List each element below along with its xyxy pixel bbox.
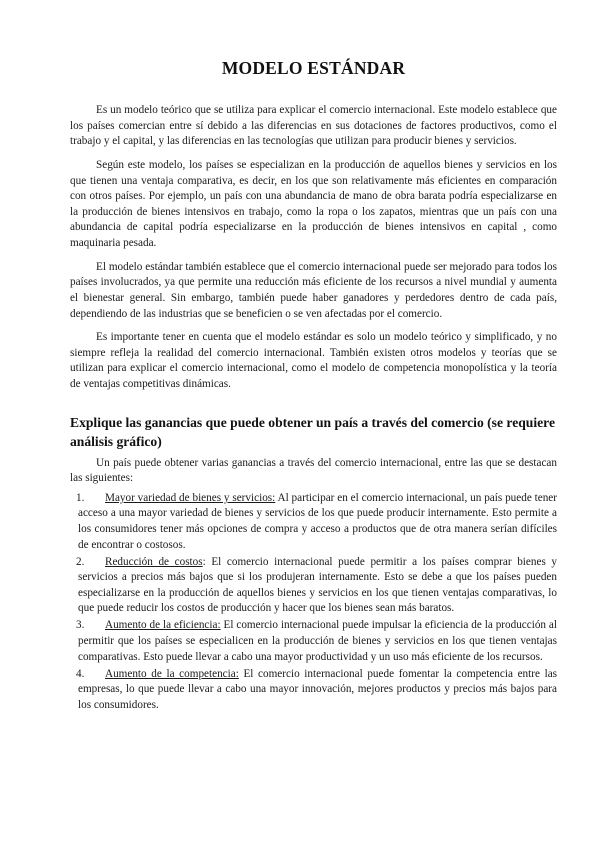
- list-text: El comercio internacional puede impulsar la eficiencia de la producción al permitir que los países se especialicen en la producción de bienes y servicios en los que tienen ventajas comparativas. Esto puede llevar a cabo una mayor productividad y un uso más eficiente de los recursos.: [78, 619, 557, 663]
- list-item: [78, 667, 557, 714]
- list-item: [78, 491, 557, 553]
- intro-section: [70, 103, 557, 393]
- list-item: [78, 618, 557, 665]
- list-item: [78, 555, 557, 617]
- list-number: 2.: [76, 555, 85, 568]
- list-term: Aumento de la eficiencia:: [105, 619, 221, 632]
- list-term: Mayor variedad de bienes y servicios:: [105, 491, 276, 504]
- list-text: : El comercio internacional puede permitir a los países comprar bienes y servicios a precios más bajos que si los produjeran internamente. Esto se debe a que los países pueden especializarse en la producción de aquellos bienes y servicios en los que tienen ventajas comparativas, lo que puede reducir los costos de producción y hacer que los bienes sean más baratos.: [78, 555, 558, 615]
- paragraph: El modelo estándar también establece que el comercio internacional puede ser mejorado para todos los países involucrados, ya que permite una reducción más eficiente de los recursos a nivel mundial y aumenta el bienestar general. Sin embargo, también puede haber ganadores y perdedores dentro de cada país, dependiendo de las industrias que se beneficien o se ven afectadas por el comercio.: [70, 260, 557, 320]
- list-number: 1.: [76, 491, 85, 504]
- document-title: MODELO ESTÁNDAR: [221, 58, 406, 78]
- list-term: Aumento de la competencia:: [105, 667, 239, 680]
- list-number: 4.: [76, 667, 85, 680]
- question-lead: Un país puede obtener varias ganancias a través del comercio internacional, entre las que se destacan las siguientes:: [70, 456, 557, 485]
- list-text: El comercio internacional puede fomentar la competencia entre las empresas, lo que puede llevar a cabo una mayor innovación, mejores productos y precios más bajos para los consumidores.: [78, 667, 558, 711]
- list-text: Al participar en el comercio internacional, un país puede tener acceso a una mayor variedad de bienes y servicios de los que puede producir internamente. Esto permite a los consumidores tener más opciones de compra y acceso a productos que de otra manera serían difíciles de encontrar o costosos.: [78, 491, 557, 551]
- question-heading: Explique las ganancias que puede obtener un país a través del comercio (se requiere análisis gráfico): [70, 414, 555, 449]
- paragraph: Según este modelo, los países se especializan en la producción de aquellos bienes y servicios en los que tienen una ventaja comparativa, es decir, en los que son relativamente más eficientes en comparación con otros países. Por ejemplo, un país con una abundancia de mano de obra barata podría especializarse en la producción de bienes intensivos en trabajo, como la ropa o los zapatos, mientras que un país con una abundancia de capital podría especializarse en la producción de bienes intensivos en capital , como maquinaria pesada.: [70, 158, 557, 249]
- paragraph: Es importante tener en cuenta que el modelo estándar es solo un modelo teórico y simplificado, y no siempre refleja la realidad del comercio internacional. También existen otros modelos y teorías que se utilizan para explicar el comercio internacional, como el modelo de competencia monopolística y la teoría de ventajas competitivas dinámicas.: [70, 331, 557, 391]
- paragraph: Es un modelo teórico que se utiliza para explicar el comercio internacional. Este modelo establece que los países comercian entre sí debido a las diferencias en sus dotaciones de factores productivos, como el trabajo y el capital, y las diferencias en las tecnologías que utilizan para producir bienes y servicios.: [70, 104, 557, 148]
- gains-list: [70, 491, 557, 713]
- list-number: 3.: [76, 619, 85, 632]
- list-term: Reducción de costos: [105, 555, 203, 568]
